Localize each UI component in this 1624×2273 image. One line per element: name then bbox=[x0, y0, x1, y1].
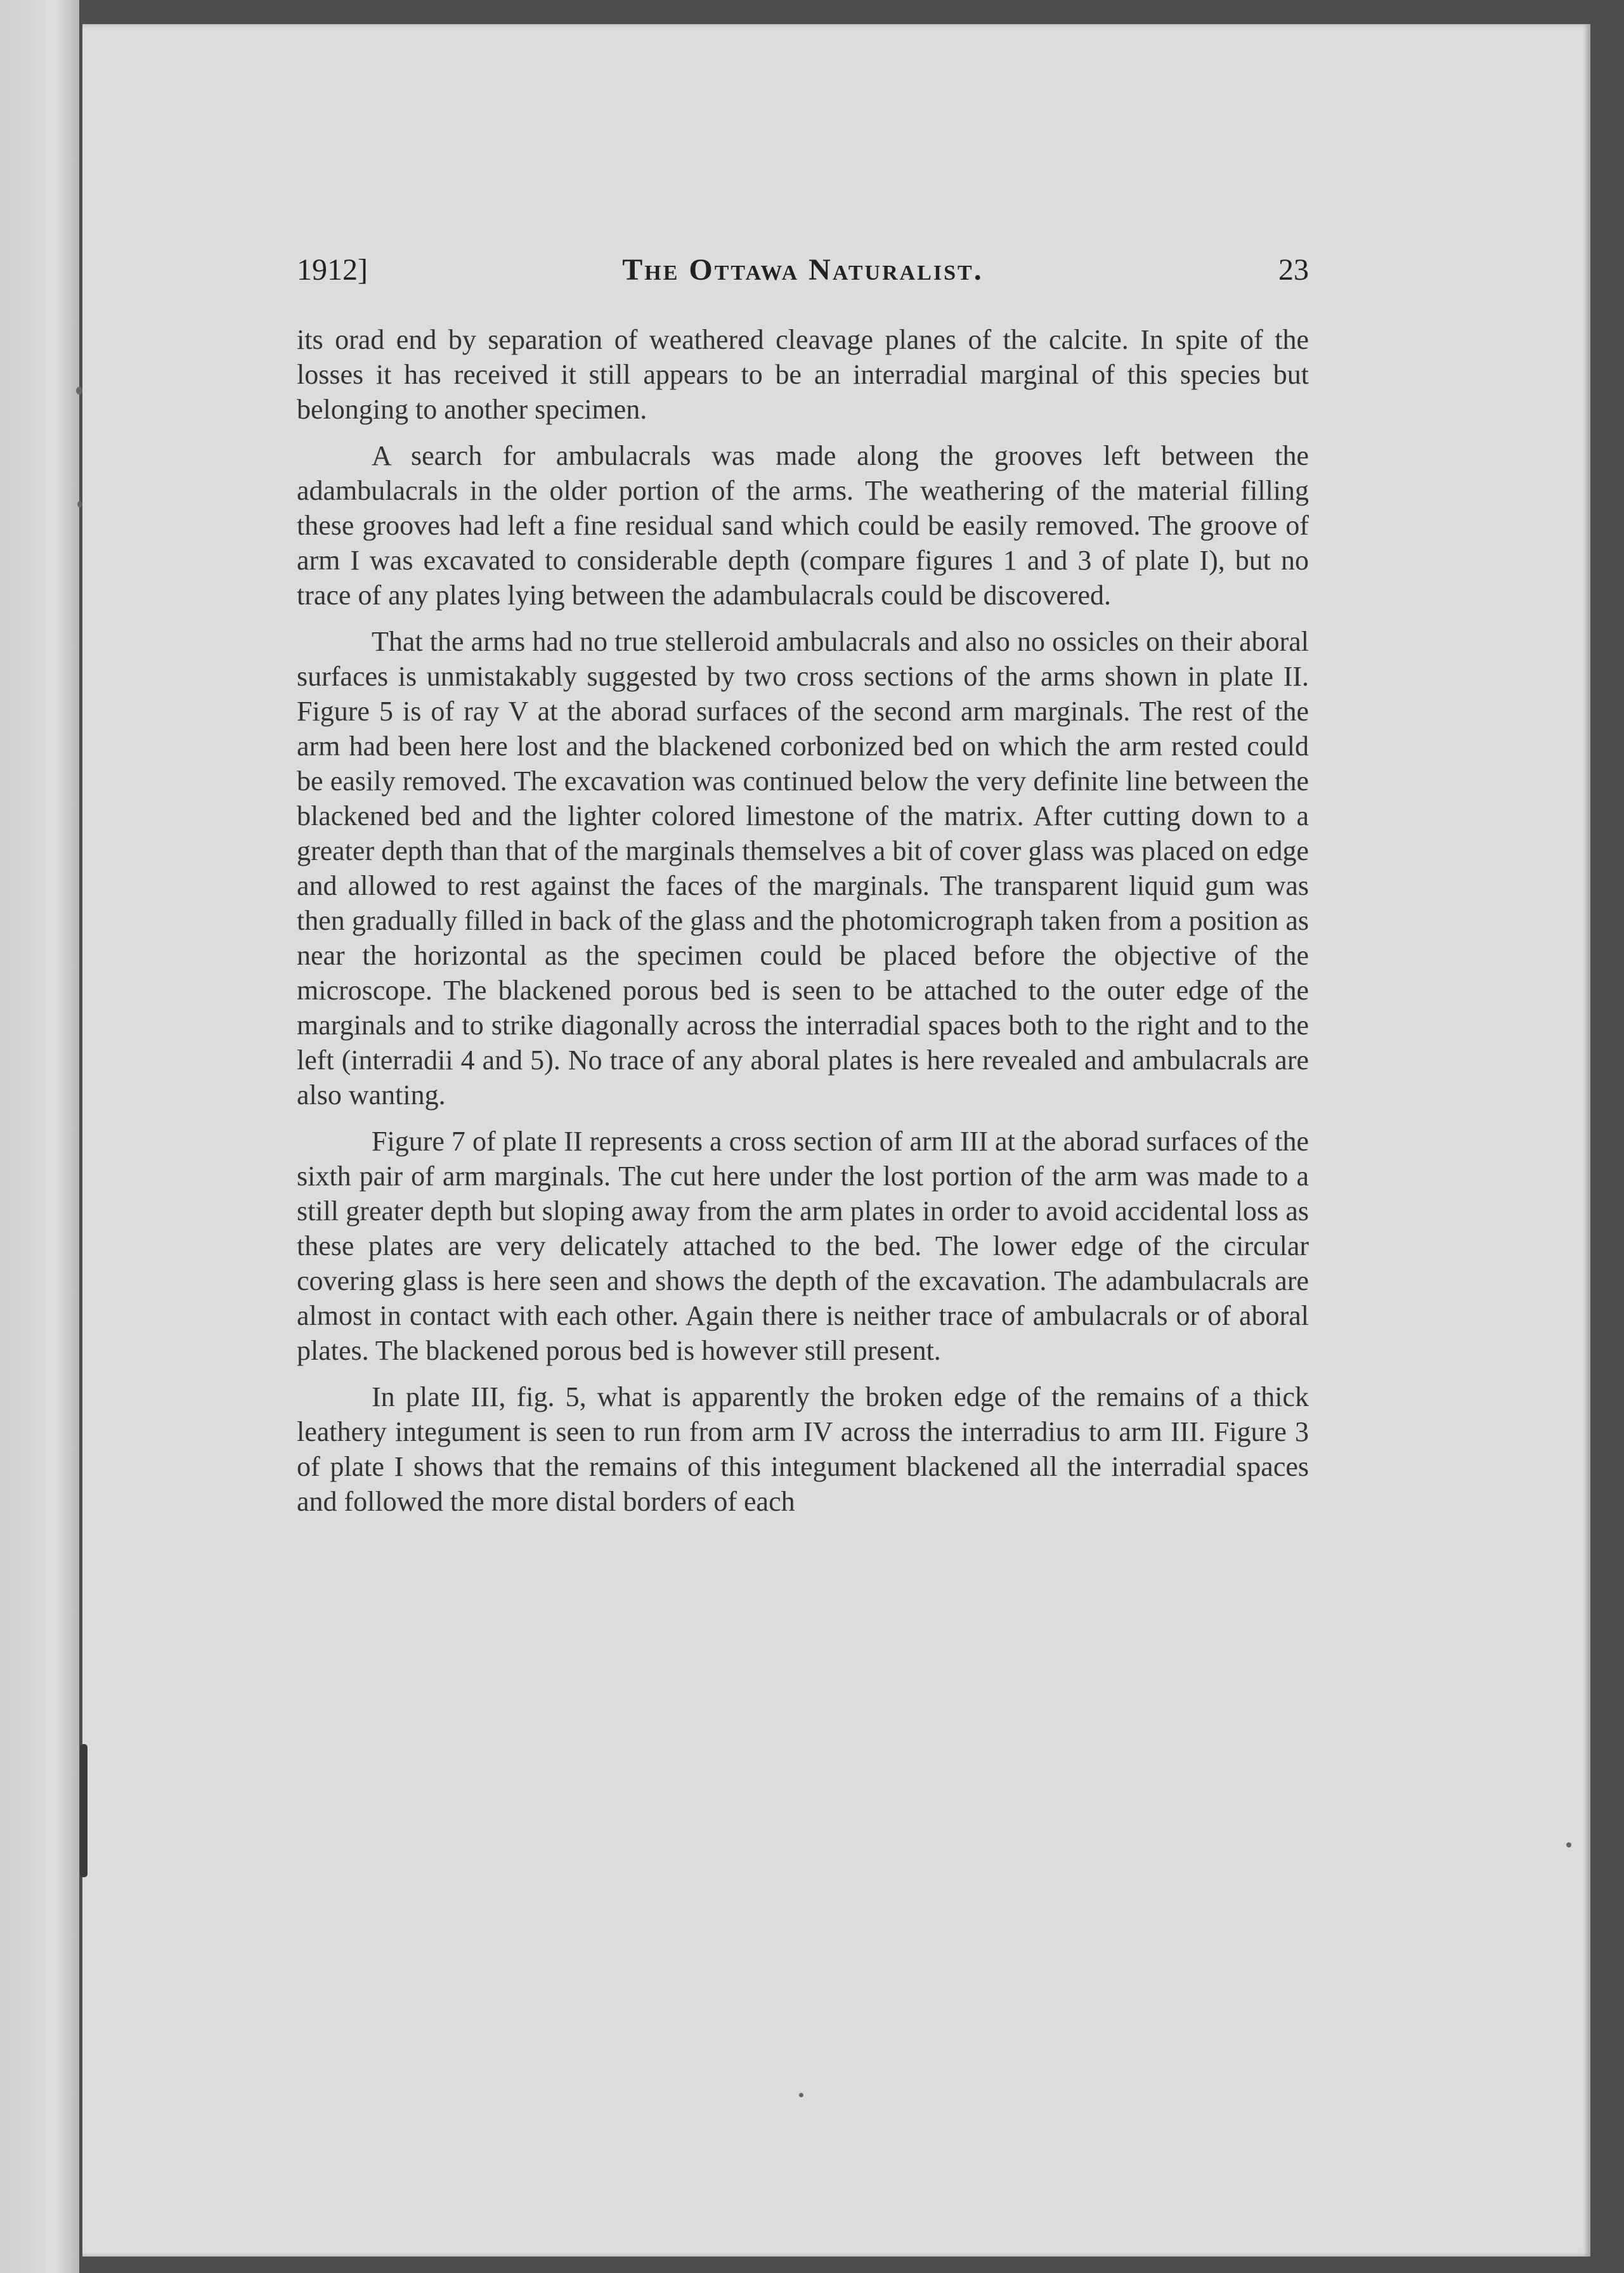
paragraph: Figure 7 of plate II represents a cross section of arm III at the aborad surfaces of the sixth pair of arm marginals. The cut here under the lost portion of the arm was made to a still greater depth but sloping away from the arm plates in order to avoid accidental loss as these plates are very delicately attached to the bed. The lower edge of the circular covering glass is here seen and shows the depth of the excavation. The adambulacrals are almost in contact with each other. Again there is neither trace of ambulacrals or of aboral plates. The blackened porous bed is however still present. bbox=[297, 1126, 1309, 1366]
scan-speck bbox=[77, 501, 82, 507]
journal-title: The Ottawa Naturalist. bbox=[622, 253, 984, 287]
header-year: 1912] bbox=[297, 253, 368, 287]
binding-mark bbox=[80, 1744, 88, 1877]
running-header bbox=[297, 252, 1309, 297]
paragraph: its orad end by separation of weathered cleavage planes of the calcite. In spite of the losses it has received it still appears to be an interradial marginal of this species but belonging to another specimen. bbox=[297, 324, 1309, 425]
article-body bbox=[297, 322, 1309, 1530]
previous-page-edge bbox=[0, 0, 79, 2273]
scan-speck bbox=[76, 387, 82, 394]
scan-speck bbox=[799, 2093, 803, 2097]
page-number: 23 bbox=[1278, 253, 1309, 287]
paragraph: In plate III, fig. 5, what is apparently the broken edge of the remains of a thick leathery integument is seen to run from arm IV across the interradius to arm III. Figure 3 of plate I shows that the remains of this integument blackened all the interradial spaces and followed the more distal borders of each bbox=[297, 1381, 1309, 1517]
scan-speck bbox=[1566, 1842, 1571, 1847]
paragraph: That the arms had no true stelleroid ambulacrals and also no ossicles on their aboral surfaces is unmistakably suggested by two cross sections of the arms shown in plate II. Figure 5 is of ray V at the aborad surfaces of the second arm marginals. The rest of the arm had been here lost and the blackened corbonized bed on which the arm rested could be easily removed. The excavation was continued below the very definite line between the blackened bed and the lighter colored limestone of the matrix. After cutting down to a greater depth than that of the marginals themselves a bit of cover glass was placed on edge and allowed to rest against the faces of the marginals. The transparent liquid gum was then gradually filled in back of the glass and the photomicrograph taken from a position as near the horizontal as the specimen could be placed before the objective of the microscope. The blackened porous bed is seen to be attached to the outer edge of the marginals and to strike diagonally across the interradial spaces both to the right and to the left (interradii 4 and 5). No trace of any aboral plates is here revealed and ambulacrals are also wanting. bbox=[297, 626, 1309, 1110]
paragraph: A search for ambulacrals was made along the grooves left between the adambulacrals in the older portion of the arms. The weathering of the material filling these grooves had left a fine residual sand which could be easily removed. The groove of arm I was excavated to considerable depth (compare figures 1 and 3 of plate I), but no trace of any plates lying between the adambulacrals could be discovered. bbox=[297, 440, 1309, 611]
